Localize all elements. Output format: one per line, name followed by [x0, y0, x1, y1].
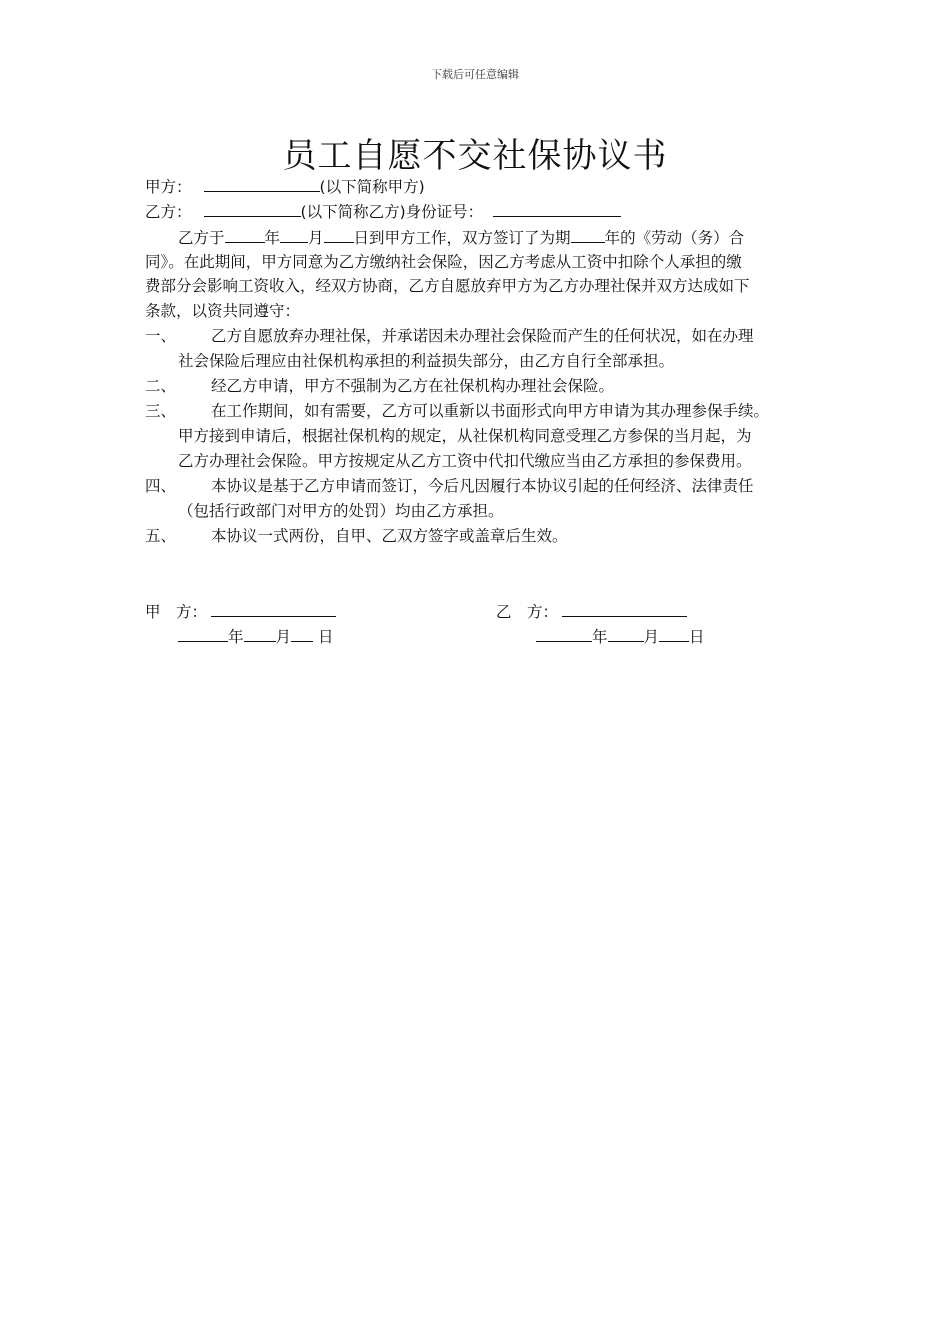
intro-text: 年的《劳动（务）合 — [604, 229, 745, 247]
month-label: 月 — [275, 628, 292, 646]
start-year-blank[interactable] — [225, 225, 265, 243]
clause-3-cont: 甲方接到申请后，根据社保机构的规定，从社保机构同意受理乙方参保的当月起，为 — [178, 427, 752, 445]
party-b-signature — [496, 599, 687, 625]
intro-text: 乙方于 — [178, 229, 225, 247]
header-note: 下载后可任意编辑 — [431, 68, 519, 81]
intro-line-4: 条款，以资共同遵守： — [145, 302, 301, 320]
clause-number: 五、 — [145, 527, 177, 545]
clause-number: 四、 — [145, 477, 177, 495]
intro-line-1 — [178, 225, 744, 251]
party-b-date — [536, 624, 705, 650]
clause-text: 本协议一式两份，自甲、乙双方签字或盖章后生效。 — [211, 527, 568, 545]
year-label: 年 — [228, 628, 244, 646]
clause-3-cont: 乙方办理社会保险。甲方按规定从乙方工资中代扣代缴应当由乙方承担的参保费用。 — [178, 452, 752, 470]
year-label: 年 — [592, 628, 608, 646]
clause-number: 二、 — [145, 377, 177, 395]
clause-4 — [145, 474, 754, 499]
clause-1-cont: 社会保险后理应由社保机构承担的利益损失部分，由乙方自行全部承担。 — [178, 352, 675, 370]
party-a-signature-blank[interactable] — [211, 599, 336, 617]
clause-text: 本协议是基于乙方申请而签订，今后凡因履行本协议引起的任何经济、法律责任 — [211, 477, 754, 495]
party-b-blank[interactable] — [204, 199, 301, 217]
party-a-label: 甲方： — [145, 178, 192, 196]
start-day-blank[interactable] — [324, 225, 354, 243]
party-a-signature — [145, 599, 336, 625]
id-number-blank[interactable] — [493, 199, 621, 217]
party-a-suffix: (以下简称甲方) — [319, 178, 425, 196]
party-b-line — [145, 199, 621, 225]
intro-text: 日到甲方工作，双方签订了为期 — [353, 229, 571, 247]
intro-line-3: 费部分会影响工资收入，经双方协商，乙方自愿放弃甲方为乙方办理社保并双方达成如下 — [145, 277, 750, 295]
party-b-month-blank[interactable] — [608, 624, 644, 642]
clause-5 — [145, 524, 568, 549]
intro-text: 月 — [308, 229, 324, 247]
term-years-blank[interactable] — [571, 225, 605, 243]
party-b-label: 乙方： — [145, 203, 192, 221]
month-label: 月 — [643, 628, 660, 646]
clause-text: 在工作期间，如有需要，乙方可以重新以书面形式向甲方申请为其办理参保手续。 — [211, 402, 770, 420]
clause-number: 一、 — [145, 327, 177, 345]
party-a-sign-label: 甲 方： — [145, 603, 208, 621]
intro-line-2: 同》。在此期间，甲方同意为乙方缴纳社会保险，因乙方考虑从工资中扣除个人承担的缴 — [145, 253, 742, 271]
party-b-signature-blank[interactable] — [562, 599, 687, 617]
clause-2 — [145, 374, 614, 399]
start-month-blank[interactable] — [280, 225, 308, 243]
party-b-suffix: (以下简称乙方)身份证号： — [300, 203, 484, 221]
party-a-month-blank[interactable] — [244, 624, 276, 642]
clause-3 — [145, 399, 769, 424]
party-b-sign-label: 乙 方： — [496, 603, 559, 621]
party-a-year-blank[interactable] — [178, 624, 228, 642]
clause-text: 乙方自愿放弃办理社保，并承诺因未办理社会保险而产生的任何状况，如在办理 — [211, 327, 754, 345]
day-label: 日 — [313, 628, 334, 646]
clause-text: 经乙方申请，甲方不强制为乙方在社保机构办理社会保险。 — [211, 377, 615, 395]
party-a-date — [178, 624, 333, 650]
party-b-day-blank[interactable] — [659, 624, 689, 642]
party-a-day-blank[interactable] — [291, 624, 313, 642]
party-b-year-blank[interactable] — [536, 624, 592, 642]
clause-4-cont: （包括行政部门对甲方的处罚）均由乙方承担。 — [178, 502, 504, 520]
party-a-blank[interactable] — [204, 174, 320, 192]
clause-1 — [145, 324, 754, 349]
party-a-line — [145, 174, 425, 200]
day-label: 日 — [689, 628, 705, 646]
intro-text: 年 — [264, 229, 281, 247]
document-title: 员工自愿不交社保协议书 — [282, 136, 668, 176]
clause-number: 三、 — [145, 402, 177, 420]
